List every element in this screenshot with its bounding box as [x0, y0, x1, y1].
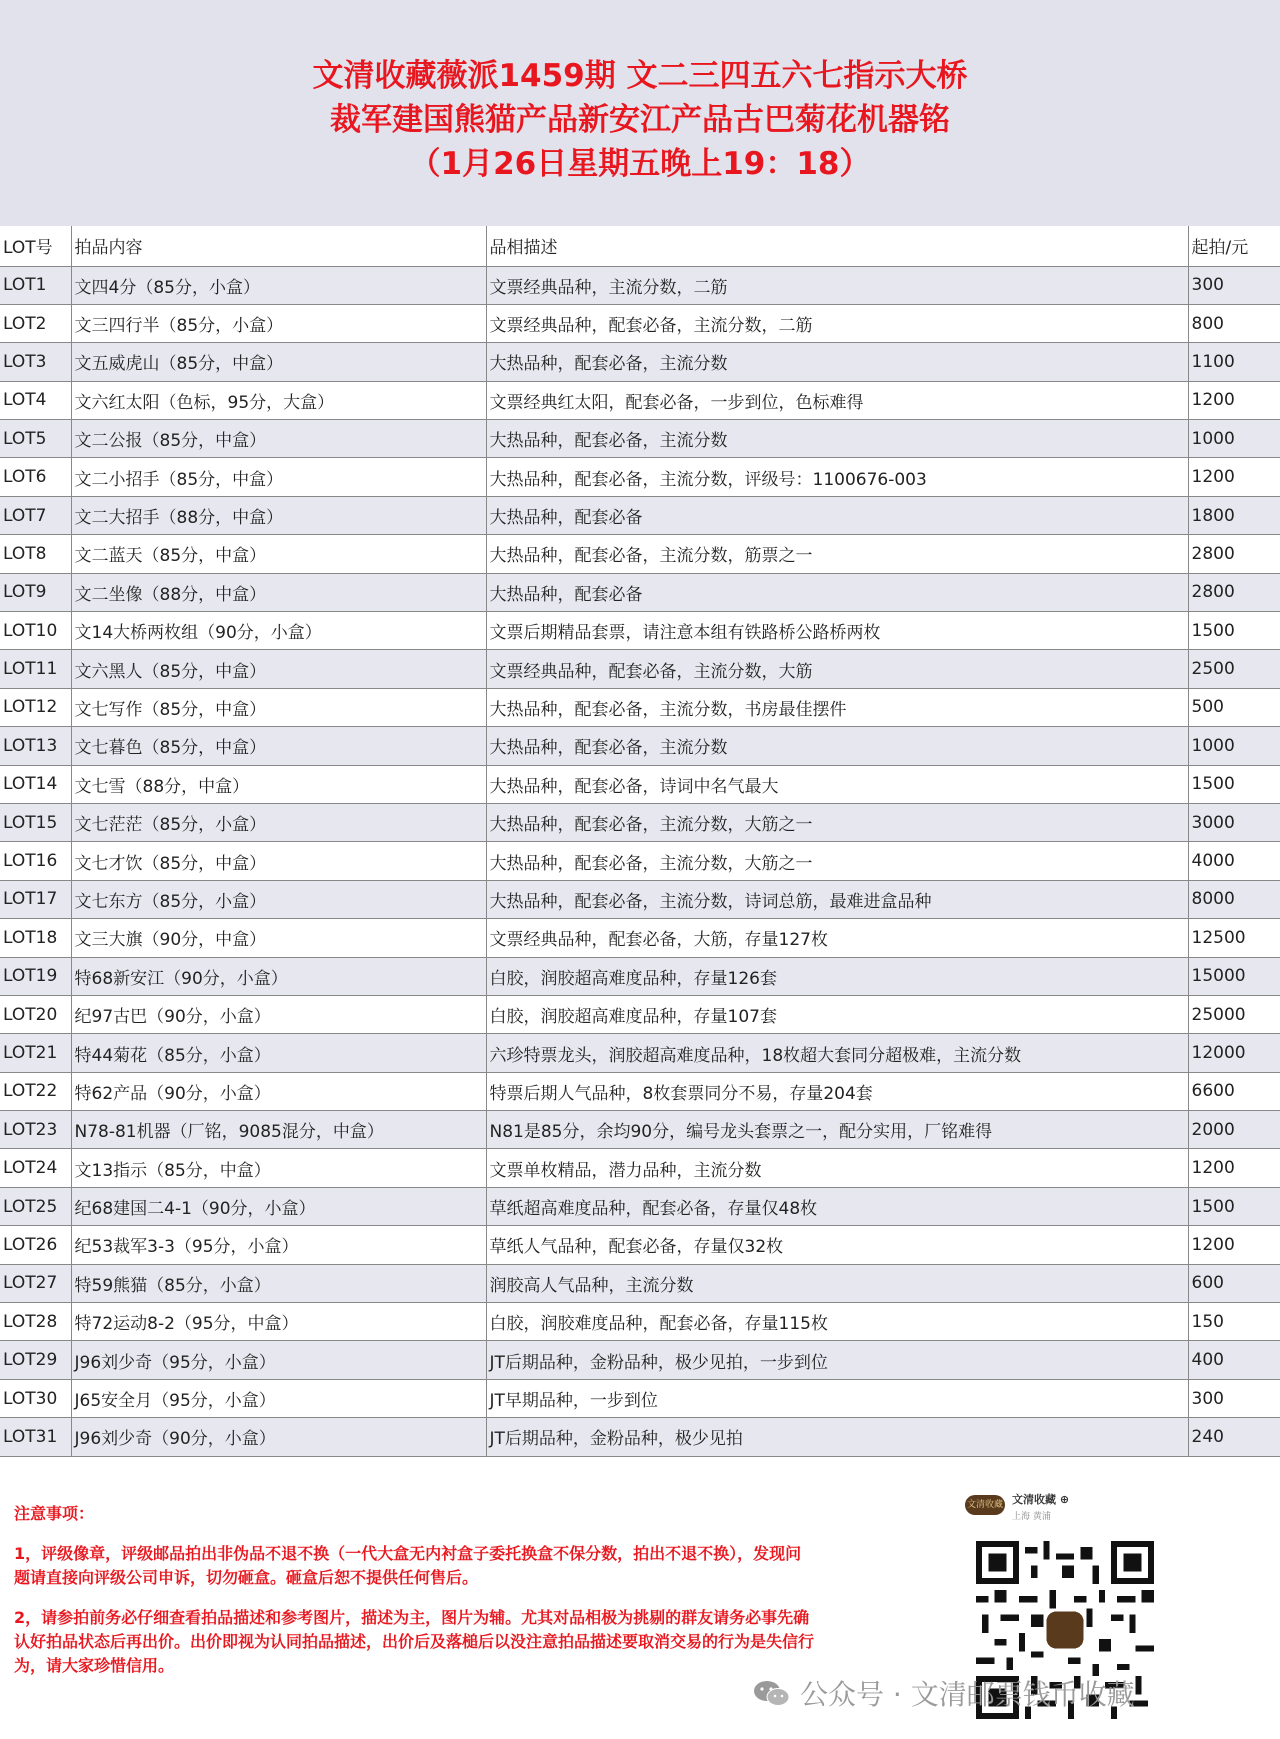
condition-cell: 文票后期精品套票，请注意本组有铁路桥公路桥两枚: [486, 612, 1188, 650]
item-content-cell: 特44菊花（85分，小盒）: [71, 1034, 486, 1072]
item-content-cell: 文五威虎山（85分，中盒）: [71, 343, 486, 381]
watermark: [752, 1673, 1135, 1713]
lot-table-body: [0, 266, 1280, 1456]
item-content-cell: 特62产品（90分，小盒）: [71, 1072, 486, 1110]
start-price-cell: 2500: [1188, 650, 1280, 688]
start-price-cell: 12000: [1188, 1034, 1280, 1072]
condition-cell: 白胶，润胶超高难度品种，存量126套: [486, 957, 1188, 995]
condition-cell: N81是85分，余均90分，编号龙头套票之一，配分实用，厂铭难得: [486, 1111, 1188, 1149]
table-row: [0, 1226, 1280, 1264]
condition-cell: 大热品种，配套必备，主流分数，书房最佳摆件: [486, 688, 1188, 726]
table-row: [0, 727, 1280, 765]
item-content-cell: 纪68建国二4-1（90分，小盒）: [71, 1187, 486, 1225]
item-content-cell: 文二大招手（88分，中盒）: [71, 496, 486, 534]
condition-cell: JT后期品种，金粉品种，极少见拍: [486, 1418, 1188, 1456]
condition-cell: 白胶，润胶难度品种，配套必备，存量115枚: [486, 1303, 1188, 1341]
item-content-cell: 文七暮色（85分，中盒）: [71, 727, 486, 765]
table-row: [0, 496, 1280, 534]
table-row: [0, 1418, 1280, 1456]
item-content-cell: 特68新安江（90分，小盒）: [71, 957, 486, 995]
start-price-cell: 15000: [1188, 957, 1280, 995]
lot-number-cell: LOT16: [0, 842, 71, 880]
column-header-lot: LOT号: [0, 226, 71, 266]
condition-cell: 文票经典品种，配套必备，主流分数，大筋: [486, 650, 1188, 688]
condition-cell: 大热品种，配套必备，主流分数，大筋之一: [486, 842, 1188, 880]
table-row: [0, 535, 1280, 573]
condition-cell: 草纸人气品种，配套必备，存量仅32枚: [486, 1226, 1188, 1264]
table-row: [0, 803, 1280, 841]
start-price-cell: 600: [1188, 1264, 1280, 1302]
lot-number-cell: LOT10: [0, 612, 71, 650]
table-row: [0, 765, 1280, 803]
item-content-cell: J65安全月（95分，小盒）: [71, 1379, 486, 1417]
lot-number-cell: LOT14: [0, 765, 71, 803]
auction-title-line-2: 裁军建国熊猫产品新安江产品古巴菊花机器铭: [330, 102, 950, 138]
lot-number-cell: LOT1: [0, 266, 71, 304]
notes-title: 注意事项：: [14, 1504, 95, 1523]
table-row: [0, 304, 1280, 342]
condition-cell: 文票经典红太阳，配套必备，一步到位，色标难得: [486, 381, 1188, 419]
item-content-cell: 文14大桥两枚组（90分，小盒）: [71, 612, 486, 650]
start-price-cell: 300: [1188, 1379, 1280, 1417]
table-row: [0, 573, 1280, 611]
condition-cell: 大热品种，配套必备，主流分数，筋票之一: [486, 535, 1188, 573]
item-content-cell: 文七才饮（85分，中盒）: [71, 842, 486, 880]
condition-cell: 文票经典品种，主流分数，二筋: [486, 266, 1188, 304]
table-row: [0, 266, 1280, 304]
item-content-cell: J96刘少奇（95分，小盒）: [71, 1341, 486, 1379]
start-price-cell: 1500: [1188, 1187, 1280, 1225]
table-row: [0, 650, 1280, 688]
condition-cell: 大热品种，配套必备: [486, 496, 1188, 534]
condition-cell: 六珍特票龙头，润胶超高难度品种，18枚超大套同分超极难，主流分数: [486, 1034, 1188, 1072]
table-row: [0, 458, 1280, 496]
start-price-cell: 2800: [1188, 573, 1280, 611]
table-row: [0, 1379, 1280, 1417]
lot-number-cell: LOT29: [0, 1341, 71, 1379]
table-row: [0, 957, 1280, 995]
note-item-1: 1，评级像章，评级邮品拍出非伪品不退不换（一代大盒无内衬盒子委托换盒不保分数，拍出不退不换），发现问题请直接向评级公司申诉，切勿砸盒。砸盒后恕不提供任何售后。: [14, 1544, 802, 1587]
table-row: [0, 1034, 1280, 1072]
item-content-cell: 特72运动8-2（95分，中盒）: [71, 1303, 486, 1341]
lot-number-cell: LOT4: [0, 381, 71, 419]
condition-cell: 大热品种，配套必备，主流分数，大筋之一: [486, 803, 1188, 841]
condition-cell: 文票经典品种，配套必备，主流分数，二筋: [486, 304, 1188, 342]
item-content-cell: 文三四行半（85分，小盒）: [71, 304, 486, 342]
shop-qr-block: [960, 1485, 1210, 1675]
lot-number-cell: LOT12: [0, 688, 71, 726]
lot-number-cell: LOT19: [0, 957, 71, 995]
item-content-cell: 文二小招手（85分，中盒）: [71, 458, 486, 496]
table-row: [0, 343, 1280, 381]
shop-logo: 文清收藏: [965, 1495, 1005, 1515]
lot-number-cell: LOT3: [0, 343, 71, 381]
lot-number-cell: LOT7: [0, 496, 71, 534]
table-row: [0, 919, 1280, 957]
item-content-cell: 文二公报（85分，中盒）: [71, 420, 486, 458]
condition-cell: 大热品种，配套必备，主流分数，诗词总筋，最难进盒品种: [486, 880, 1188, 918]
lot-number-cell: LOT5: [0, 420, 71, 458]
table-row: [0, 1072, 1280, 1110]
table-row: [0, 381, 1280, 419]
shop-location: 上海 黄浦: [1012, 1512, 1051, 1522]
column-header-item: 拍品内容: [71, 226, 486, 266]
start-price-cell: 1200: [1188, 1226, 1280, 1264]
lot-number-cell: LOT21: [0, 1034, 71, 1072]
lot-number-cell: LOT13: [0, 727, 71, 765]
condition-cell: 白胶，润胶超高难度品种，存量107套: [486, 995, 1188, 1033]
start-price-cell: 500: [1188, 688, 1280, 726]
item-content-cell: 文七写作（85分，中盒）: [71, 688, 486, 726]
start-price-cell: 1500: [1188, 765, 1280, 803]
table-row: [0, 688, 1280, 726]
start-price-cell: 25000: [1188, 995, 1280, 1033]
condition-cell: 文票单枚精品，潜力品种，主流分数: [486, 1149, 1188, 1187]
start-price-cell: 800: [1188, 304, 1280, 342]
column-header-condition: 品相描述: [486, 226, 1188, 266]
start-price-cell: 2000: [1188, 1111, 1280, 1149]
note-item-2: 2，请参拍前务必仔细查看拍品描述和参考图片，描述为主，图片为辅。尤其对品相极为挑剔的群友请务必事先确认好拍品状态后再出价。出价即视为认同拍品描述，出价后及落槌后以没注意拍品描述要取消交易的行为是失信行为，请大家珍惜信用。: [14, 1608, 815, 1675]
lot-number-cell: LOT28: [0, 1303, 71, 1341]
lot-number-cell: LOT18: [0, 919, 71, 957]
lot-number-cell: LOT24: [0, 1149, 71, 1187]
column-header-start-price: 起拍/元: [1188, 226, 1280, 266]
start-price-cell: 12500: [1188, 919, 1280, 957]
condition-cell: JT早期品种，一步到位: [486, 1379, 1188, 1417]
auction-header: [0, 0, 1280, 226]
start-price-cell: 6600: [1188, 1072, 1280, 1110]
condition-cell: 文票经典品种，配套必备，大筋，存量127枚: [486, 919, 1188, 957]
start-price-cell: 1200: [1188, 1149, 1280, 1187]
item-content-cell: 文四4分（85分，小盒）: [71, 266, 486, 304]
condition-cell: 草纸超高难度品种，配套必备，存量仅48枚: [486, 1187, 1188, 1225]
condition-cell: 大热品种，配套必备，主流分数: [486, 343, 1188, 381]
condition-cell: 大热品种，配套必备，主流分数，评级号：1100676-003: [486, 458, 1188, 496]
item-content-cell: 纪53裁军3-3（95分，小盒）: [71, 1226, 486, 1264]
lot-number-cell: LOT17: [0, 880, 71, 918]
condition-cell: JT后期品种，金粉品种，极少见拍，一步到位: [486, 1341, 1188, 1379]
item-content-cell: 文二蓝天（85分，中盒）: [71, 535, 486, 573]
table-row: [0, 1303, 1280, 1341]
start-price-cell: 240: [1188, 1418, 1280, 1456]
watermark-text: 公众号 · 文清邮票钱币收藏: [800, 1678, 1135, 1711]
table-row: [0, 1187, 1280, 1225]
lot-number-cell: LOT11: [0, 650, 71, 688]
item-content-cell: 文七东方（85分，小盒）: [71, 880, 486, 918]
condition-cell: 大热品种，配套必备，诗词中名气最大: [486, 765, 1188, 803]
item-content-cell: 文六黑人（85分，中盒）: [71, 650, 486, 688]
table-row: [0, 420, 1280, 458]
table-row: [0, 995, 1280, 1033]
start-price-cell: 4000: [1188, 842, 1280, 880]
lot-number-cell: LOT23: [0, 1111, 71, 1149]
lot-table-container: [0, 226, 1280, 1457]
condition-cell: 大热品种，配套必备，主流分数: [486, 727, 1188, 765]
start-price-cell: 1000: [1188, 727, 1280, 765]
start-price-cell: 3000: [1188, 803, 1280, 841]
condition-cell: 润胶高人气品种，主流分数: [486, 1264, 1188, 1302]
start-price-cell: 1100: [1188, 343, 1280, 381]
item-content-cell: 文二坐像（88分，中盒）: [71, 573, 486, 611]
start-price-cell: 1200: [1188, 458, 1280, 496]
item-content-cell: 文13指示（85分，中盒）: [71, 1149, 486, 1187]
item-content-cell: 文七茫茫（85分，小盒）: [71, 803, 486, 841]
auction-time: （1月26日星期五晚上19：18）: [409, 146, 871, 182]
table-row: [0, 1149, 1280, 1187]
auction-title-line-1: 文清收藏薇派1459期 文二三四五六七指示大桥: [312, 58, 968, 94]
shop-name: 文清收藏 ⊕: [1012, 1493, 1070, 1506]
item-content-cell: J96刘少奇（90分，小盒）: [71, 1418, 486, 1456]
start-price-cell: 1800: [1188, 496, 1280, 534]
table-header-row: [0, 226, 1280, 266]
table-row: [0, 1264, 1280, 1302]
lot-number-cell: LOT20: [0, 995, 71, 1033]
table-row: [0, 1111, 1280, 1149]
table-row: [0, 880, 1280, 918]
start-price-cell: 2800: [1188, 535, 1280, 573]
start-price-cell: 1000: [1188, 420, 1280, 458]
lot-number-cell: LOT27: [0, 1264, 71, 1302]
lot-number-cell: LOT22: [0, 1072, 71, 1110]
start-price-cell: 400: [1188, 1341, 1280, 1379]
start-price-cell: 1500: [1188, 612, 1280, 650]
lot-number-cell: LOT30: [0, 1379, 71, 1417]
condition-cell: 大热品种，配套必备，主流分数: [486, 420, 1188, 458]
item-content-cell: 特59熊猫（85分，小盒）: [71, 1264, 486, 1302]
lot-number-cell: LOT26: [0, 1226, 71, 1264]
table-row: [0, 612, 1280, 650]
lot-number-cell: LOT15: [0, 803, 71, 841]
lot-table: [0, 226, 1280, 1457]
start-price-cell: 1200: [1188, 381, 1280, 419]
wechat-icon: [752, 1678, 792, 1708]
item-content-cell: 纪97古巴（90分，小盒）: [71, 995, 486, 1033]
start-price-cell: 8000: [1188, 880, 1280, 918]
lot-number-cell: LOT25: [0, 1187, 71, 1225]
item-content-cell: 文七雪（88分，中盒）: [71, 765, 486, 803]
condition-cell: 大热品种，配套必备: [486, 573, 1188, 611]
lot-number-cell: LOT2: [0, 304, 71, 342]
lot-number-cell: LOT8: [0, 535, 71, 573]
notes-section: [14, 1502, 814, 1678]
item-content-cell: N78-81机器（厂铭，9085混分，中盒）: [71, 1111, 486, 1149]
lot-number-cell: LOT6: [0, 458, 71, 496]
lot-number-cell: LOT9: [0, 573, 71, 611]
condition-cell: 特票后期人气品种，8枚套票同分不易，存量204套: [486, 1072, 1188, 1110]
item-content-cell: 文六红太阳（色标，95分，大盒）: [71, 381, 486, 419]
start-price-cell: 150: [1188, 1303, 1280, 1341]
start-price-cell: 300: [1188, 266, 1280, 304]
table-row: [0, 842, 1280, 880]
table-row: [0, 1341, 1280, 1379]
item-content-cell: 文三大旗（90分，中盒）: [71, 919, 486, 957]
lot-number-cell: LOT31: [0, 1418, 71, 1456]
